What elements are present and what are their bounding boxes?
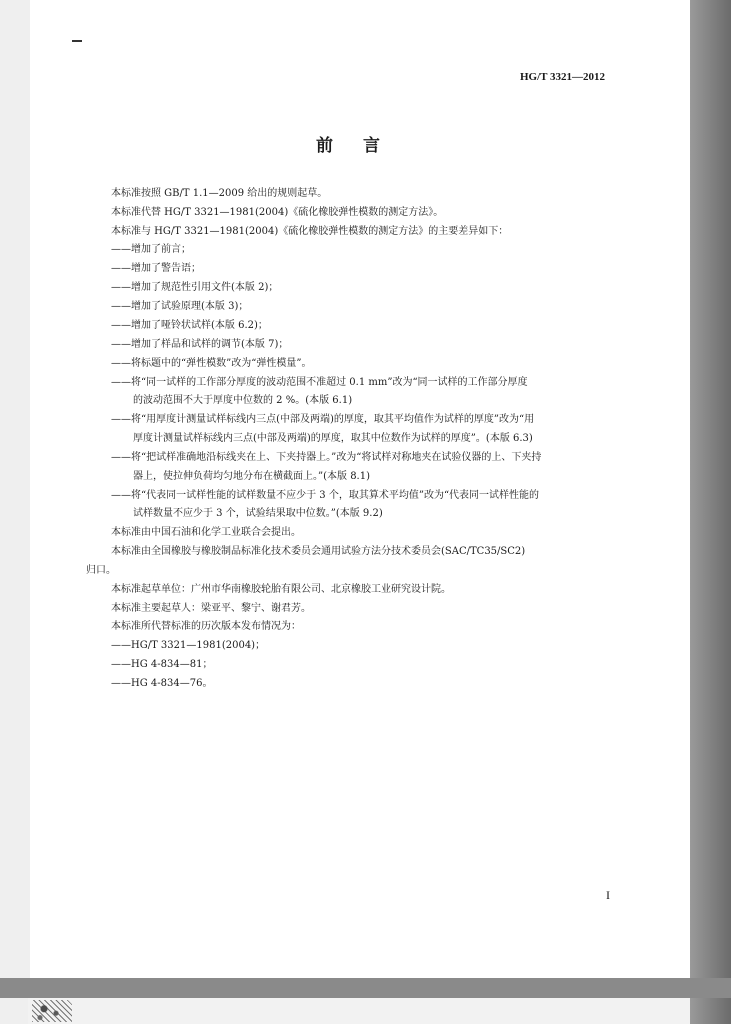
list-item: ——HG/T 3321—1981(2004)；	[111, 640, 266, 651]
list-item: ——将“用厚度计测量试样标线内三点(中部及两端)的厚度，取其平均值作为试样的厚度”改为“用	[111, 414, 535, 425]
text-line: 本标准由全国橡胶与橡胶制品标准化技术委员会通用试验方法分技术委员会(SAC/TC35/SC2)	[111, 546, 526, 557]
text-line: 本标准按照 GB/T 1.1—2009 给出的规则起草。	[111, 188, 328, 199]
list-item: ——增加了前言；	[111, 244, 191, 255]
list-item: ——增加了警告语；	[111, 263, 201, 274]
list-item-continuation: 试样数量不应少于 3 个，试验结果取中位数。”(本版 9.2)	[133, 508, 383, 519]
page-gap	[0, 978, 731, 998]
list-item: ——增加了哑铃状试样(本版 6.2)；	[111, 320, 268, 331]
page-title: 前言	[316, 136, 410, 156]
list-item: ——HG 4-834—81；	[111, 659, 213, 670]
list-item: ——HG 4-834—76。	[111, 678, 213, 689]
list-item: ——将“同一试样的工作部分厚度的波动范围不准超过 0.1 mm”改为“同一试样的工作部分厚度	[111, 377, 528, 388]
list-item-continuation: 的波动范围不大于厚度中位数的 2 %。(本版 6.1)	[133, 395, 353, 406]
text-line: 本标准与 HG/T 3321—1981(2004)《硫化橡胶弹性模数的测定方法》的主要差异如下：	[111, 226, 509, 237]
list-item: ——增加了样品和试样的调节(本版 7)；	[111, 339, 289, 350]
list-item-continuation: 厚度计测量试样标线内三点(中部及两端)的厚度，取其中位数作为试样的厚度”。(本版 6.3)	[133, 433, 533, 444]
next-page-strip	[28, 998, 690, 1024]
text-line: 本标准由中国石油和化学工业联合会提出。	[111, 527, 301, 538]
text-line: 本标准起草单位：广州市华南橡胶轮胎有限公司、北京橡胶工业研究设计院。	[111, 584, 451, 595]
list-item: ——增加了试验原理(本版 3)；	[111, 301, 249, 312]
scan-noise-mark	[32, 1000, 72, 1022]
list-item: ——将“把试样准确地沿标线夹在上、下夹持器上。”改为“将试样对称地夹在试验仪器的上、下夹持	[111, 452, 542, 463]
list-item: ——将“代表同一试样性能的试样数量不应少于 3 个，取其算术平均值”改为“代表同一试样性能的	[111, 490, 540, 501]
page-number: I	[606, 888, 610, 902]
list-item-continuation: 器上，使拉伸负荷均匀地分布在横截面上。”(本版 8.1)	[133, 471, 370, 482]
text-line: 本标准所代替标准的历次版本发布情况为：	[111, 621, 301, 632]
text-line: 本标准代替 HG/T 3321—1981(2004)《硫化橡胶弹性模数的测定方法》。	[111, 207, 444, 218]
standard-code: HG/T 3321—2012	[520, 71, 606, 83]
text-line: 归口。	[86, 565, 116, 576]
text-line: 本标准主要起草人：梁亚平、黎宁、谢君芳。	[111, 603, 311, 614]
list-item: ——将标题中的“弹性模数”改为“弹性模量”。	[111, 358, 312, 369]
list-item: ——增加了规范性引用文件(本版 2)；	[111, 282, 279, 293]
